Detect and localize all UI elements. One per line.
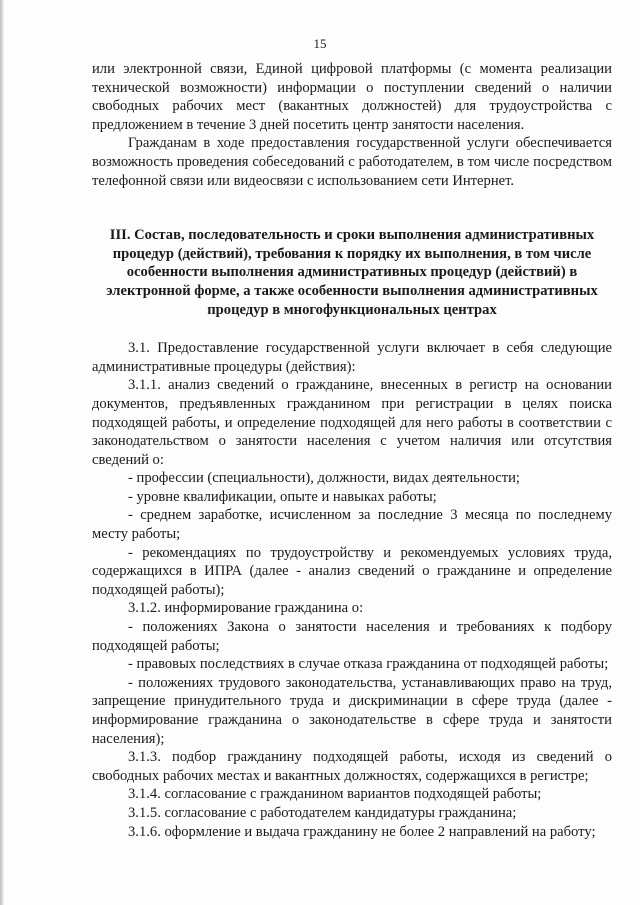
list-item: 3.1.5. согласование с работодателем кандидатуры гражданина; bbox=[128, 804, 517, 821]
list-item: - среднем заработке, исчисленном за последние 3 месяца по последнему месту работы; bbox=[92, 507, 612, 543]
paragraph-interviews: Гражданам в ходе предоставления государственной услуги обеспечивается возможность проведения собеседований с работодателем, в том числе посредством телефонной связи или видеосвязи с использованием сети Интернет. bbox=[92, 135, 612, 189]
list-item: - правовых последствиях в случае отказа гражданина от подходящей работы; bbox=[128, 656, 609, 673]
section-heading: III. Состав, последовательность и сроки выполнения административных процедур (действий), требования к порядку их выполнения, в том числе особенности выполнения административных процедур (действий) в электронной форме, а также особенности выполнения административных процедур в многофункциональных центрах bbox=[106, 227, 598, 318]
list-item: 3.1.2. информирование гражданина о: bbox=[128, 600, 364, 617]
list-item: 3.1.1. анализ сведений о гражданине, внесенных в регистр на основании документов, предъявленных гражданином при регистрации в целях поиска подходящей работы, и определение подходящей для него работы в соответствии с законодательством о занятости населения с учетом наличия или отсутствия сведений о: bbox=[92, 377, 612, 468]
list-item: - рекомендациях по трудоустройству и рекомендуемых условиях труда, содержащихся в ИПРА (далее - анализ сведений о гражданине и определение подходящей работы); bbox=[92, 544, 612, 598]
page-number: 15 bbox=[313, 36, 327, 51]
spacer bbox=[92, 190, 612, 226]
list-item: - уровне квалификации, опыте и навыках работы; bbox=[128, 488, 437, 505]
list-item: - положениях трудового законодательства, устанавливающих право на труд, запрещение принудительного труда и дискриминации в сфере труда (далее - информирование гражданина о законодательстве в сфере труда и занятости населения); bbox=[92, 674, 612, 747]
document-body bbox=[92, 60, 612, 841]
list-item: 3.1.3. подбор гражданину подходящей работы, исходя из сведений о свободных рабочих местах и вакантных должностях, содержащихся в регистре; bbox=[92, 749, 612, 784]
paragraph-continuation: или электронной связи, Единой цифровой платформы (с момента реализации технической возможности) информации о поступлении сведений о наличии свободных рабочих мест (вакантных должностей) для трудоустройства с предложением в течение 3 дней посетить центр занятости населения. bbox=[92, 61, 612, 133]
spacer bbox=[92, 319, 612, 339]
scan-edge bbox=[0, 0, 4, 905]
list-item: 3.1. Предоставление государственной услуги включает в себя следующие административные процедуры (действия): bbox=[92, 340, 612, 375]
list-item: 3.1.6. оформление и выдача гражданину не более 2 направлений на работу; bbox=[128, 823, 596, 840]
list-item: - положениях Закона о занятости населения и требованиях к подбору подходящей работы; bbox=[92, 619, 612, 654]
list-item: 3.1.4. согласование с гражданином вариантов подходящей работы; bbox=[128, 786, 542, 803]
list-item: - профессии (специальности), должности, видах деятельности; bbox=[128, 470, 520, 487]
